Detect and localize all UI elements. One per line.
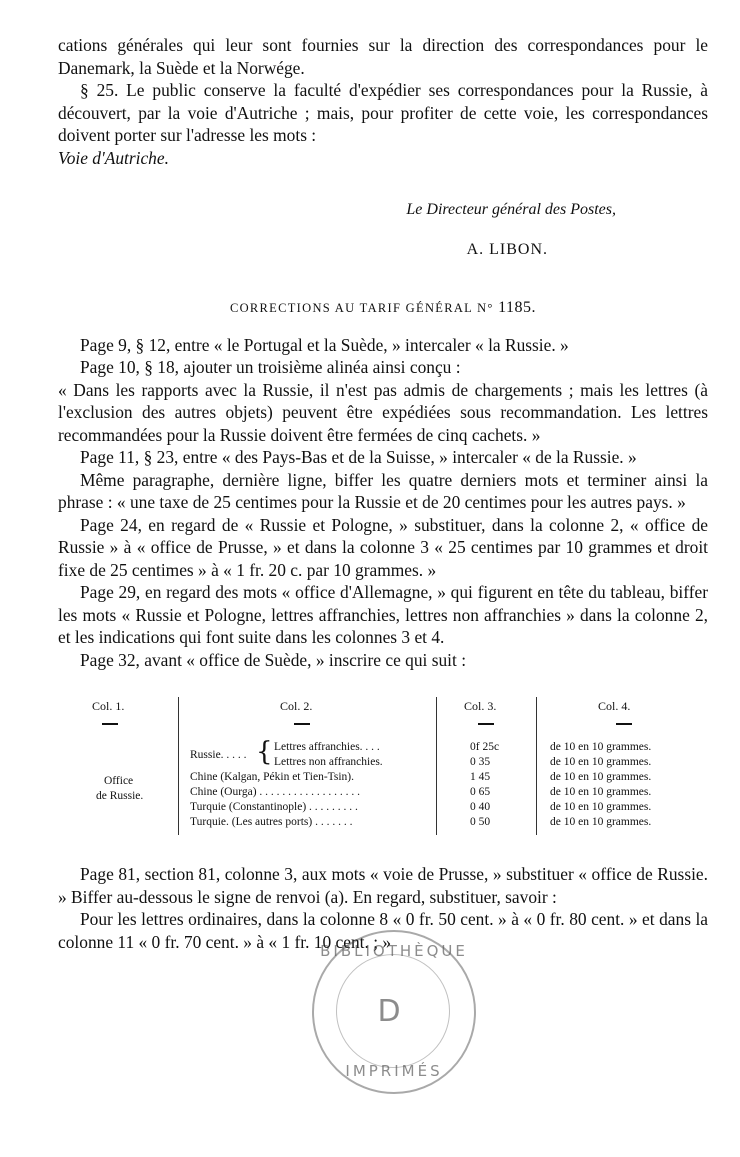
row-unit: de 10 en 10 grammes. (550, 801, 652, 813)
row-unit: de 10 en 10 grammes. (550, 771, 652, 783)
row-rate: 0 50 (470, 816, 491, 828)
row-desc: Chine (Ourga) . . . . . . . . . . . . . . . . . . (190, 786, 361, 798)
correction-quote: « Dans les rapports avec la Russie, il n'est pas admis de chargements ; mais les lettres (à l'exclusion des autres objets) peuvent être expédiées sous recommandation. Les lettres recommandées pour la Russie doivent être fermées de cinq cachets. » (58, 379, 708, 445)
stamp-top-text: BIBLIOTHÈQUE (320, 942, 468, 960)
row-desc: Turquie. (Les autres ports) . . . . . . . (190, 816, 353, 828)
row-unit: de 10 en 10 grammes. (550, 816, 652, 828)
row-rate: 0f 25c (470, 741, 500, 753)
group-brace: { (256, 737, 273, 767)
row-unit: de 10 en 10 grammes. (550, 756, 652, 768)
table-header-col3: Col. 3. (464, 699, 497, 713)
signature-name: A. LIBON. (466, 240, 548, 258)
tariff-table (58, 689, 708, 839)
row-unit: de 10 en 10 grammes. (550, 741, 652, 753)
closing-paragraph: Pour les lettres ordinaires, dans la colonne 8 « 0 fr. 50 cent. » à « 0 fr. 80 cent. » et dans la colonne 11 « 0 fr. 70 cent. » à « 1 fr. 10 cent. ; » (58, 909, 708, 952)
table-header-col1: Col. 1. (92, 699, 125, 713)
correction-paragraph: Page 29, en regard des mots « office d'Allemagne, » qui figurent en tête du tableau, biffer les mots « Russie et Pologne, lettres affranchies, lettres non affranchies » dans la colonne 2, et les indications qui font suite dans les colonnes 3 et 4. (58, 582, 708, 647)
heading-text: CORRECTIONS AU TARIF GÉNÉRAL N° (229, 301, 494, 315)
col1-russie: de Russie. (96, 790, 144, 802)
heading-number: 1185. (498, 299, 537, 316)
row-desc: Lettres non affranchies. (274, 756, 383, 768)
stamp-bottom-text: IMPRIMÉS (345, 1062, 443, 1080)
correction-paragraph: Page 24, en regard de « Russie et Pologne, » substituer, dans la colonne 2, « office de Russie » à « office de Prusse, » et dans la colonne 3 « 25 centimes par 10 grammes et droit fixe de 25 centimes » à « 1 fr. 20 c. par 10 grammes. » (58, 514, 708, 580)
intro-continuation: cations générales qui leur sont fournies sur la direction des correspondances pour le Danemark, la Suède et la Norwége. (58, 35, 708, 78)
closing-paragraph: Page 81, section 81, colonne 3, aux mots « voie de Prusse, » substituer « office de Russie. » Biffer au-dessous le signe de renvoi (a). En regard, substituer, savoir : (58, 864, 708, 907)
section-heading (58, 297, 708, 320)
row-desc: Lettres affranchies. . . . (274, 741, 380, 753)
correction-paragraph: Page 10, § 18, ajouter un troisième alinéa ainsi conçu : (80, 357, 461, 377)
correction-paragraph: Page 32, avant « office de Suède, » inscrire ce qui suit : (80, 649, 467, 670)
library-stamp (312, 930, 476, 1094)
article-25-text: § 25. Le public conserve la faculté d'expédier ses correspondances pour la Russie, à découvert, par la voie d'Autriche ; mais, pour profiter de cette voie, les correspondances doivent porter sur l'adresse les mots : (58, 80, 708, 145)
column-divider (178, 697, 179, 835)
stamp-inner-ring (336, 954, 450, 1068)
column-divider (536, 697, 537, 835)
document-page (58, 34, 708, 953)
stamp-center-text: D (377, 994, 411, 1029)
row-desc: Turquie (Constantinople) . . . . . . . . . (190, 801, 358, 813)
col1-office: Office (104, 775, 134, 787)
row-desc: Chine (Kalgan, Pékin et Tien-Tsin). (190, 771, 355, 783)
row-rate: 0 35 (470, 756, 491, 768)
correction-paragraph: Page 9, § 12, entre « le Portugal et la Suède, » intercaler « la Russie. » (80, 334, 569, 355)
correction-paragraph: Page 11, § 23, entre « des Pays-Bas et de la Suisse, » intercaler « de la Russie. » (80, 447, 637, 467)
column-divider (436, 697, 437, 835)
row-rate: 0 65 (470, 786, 491, 798)
header-rule (478, 723, 494, 725)
signature-title: Le Directeur général des Postes, (406, 201, 616, 218)
correction-paragraph: Même paragraphe, dernière ligne, biffer les quatre derniers mots et terminer ainsi la phrase : « une taxe de 25 centimes pour la Russie et de 20 centimes pour les autres pays. » (58, 469, 708, 512)
header-rule (102, 723, 118, 725)
article-25 (58, 79, 708, 169)
russie-label: Russie. . . . . (190, 749, 247, 761)
row-rate: 0 40 (470, 801, 491, 813)
article-25-italic: Voie d'Autriche. (58, 147, 169, 168)
header-rule (294, 723, 310, 725)
table-header-col4: Col. 4. (598, 699, 631, 713)
row-unit: de 10 en 10 grammes. (550, 786, 652, 798)
table-header-col2: Col. 2. (280, 699, 313, 713)
header-rule (616, 723, 632, 725)
row-rate: 1 45 (470, 771, 491, 783)
